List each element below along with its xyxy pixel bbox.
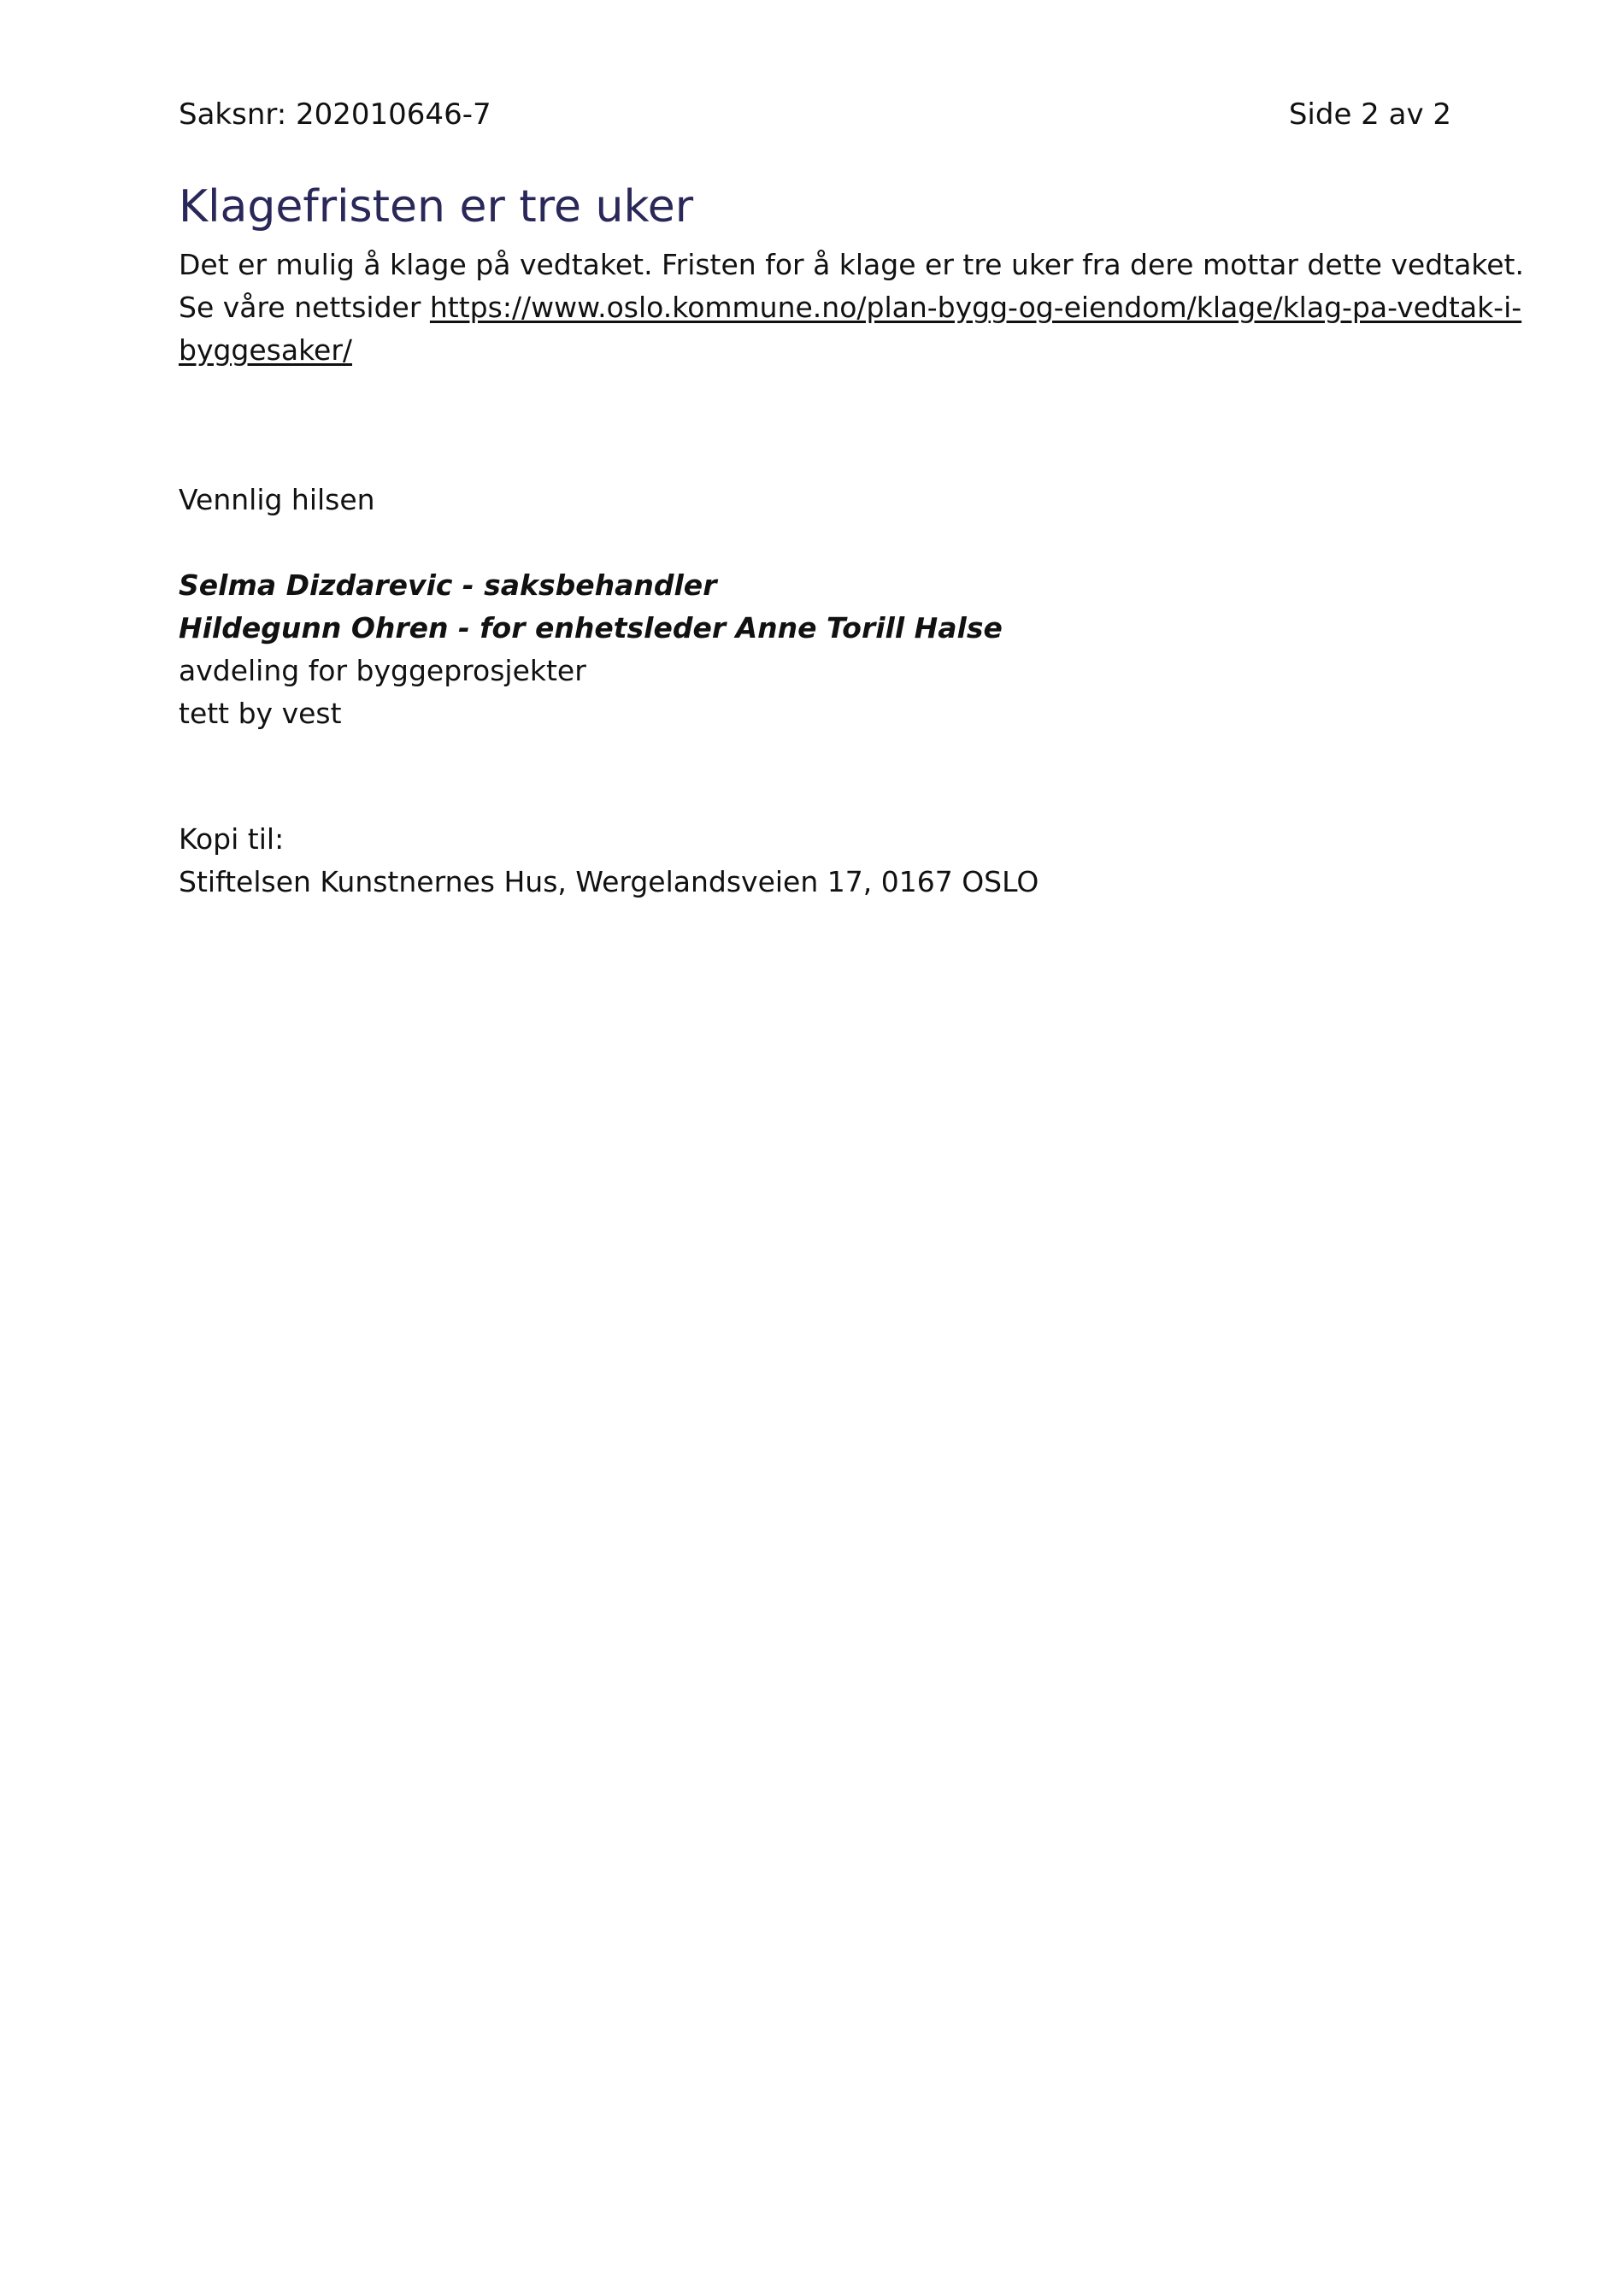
page-indicator: Side 2 av 2 [1288,97,1451,132]
paragraph-line [179,286,1522,329]
signature-block [179,564,1461,735]
signatory-manager: Hildegunn Ohren - for enhetsleder Anne Torill Halse [179,611,1003,645]
copy-label: Kopi til: [179,822,285,856]
copy-recipient: Stiftelsen Kunstnernes Hus, Wergelandsveien 17, 0167 OSLO [179,865,1039,898]
page-header [179,96,1451,133]
paragraph-line [179,329,1461,372]
appeal-info-link-continued[interactable]: byggesaker/ [179,333,353,367]
signatory-caseworker: Selma Dizdarevic - saksbehandler [179,568,717,602]
case-number: Saksnr: 202010646-7 [179,97,491,132]
department: avdeling for byggeprosjekter [179,654,586,687]
website-intro-text: Se våre nettsider [179,291,430,324]
section-title: Klagefristen er tre uker [179,181,694,233]
appeal-info-link[interactable]: https://www.oslo.kommune.no/plan-bygg-og-eiendom/klage/klag-pa-vedtak-i- [429,291,1522,324]
appeal-paragraph [179,244,1524,372]
copy-to-block [179,818,1461,904]
unit: tett by vest [179,697,342,730]
greeting: Vennlig hilsen [179,483,375,516]
paragraph-line: Det er mulig å klage på vedtaket. Fristen for å klage er tre uker fra dere mottar dette vedtaket. [179,248,1524,281]
